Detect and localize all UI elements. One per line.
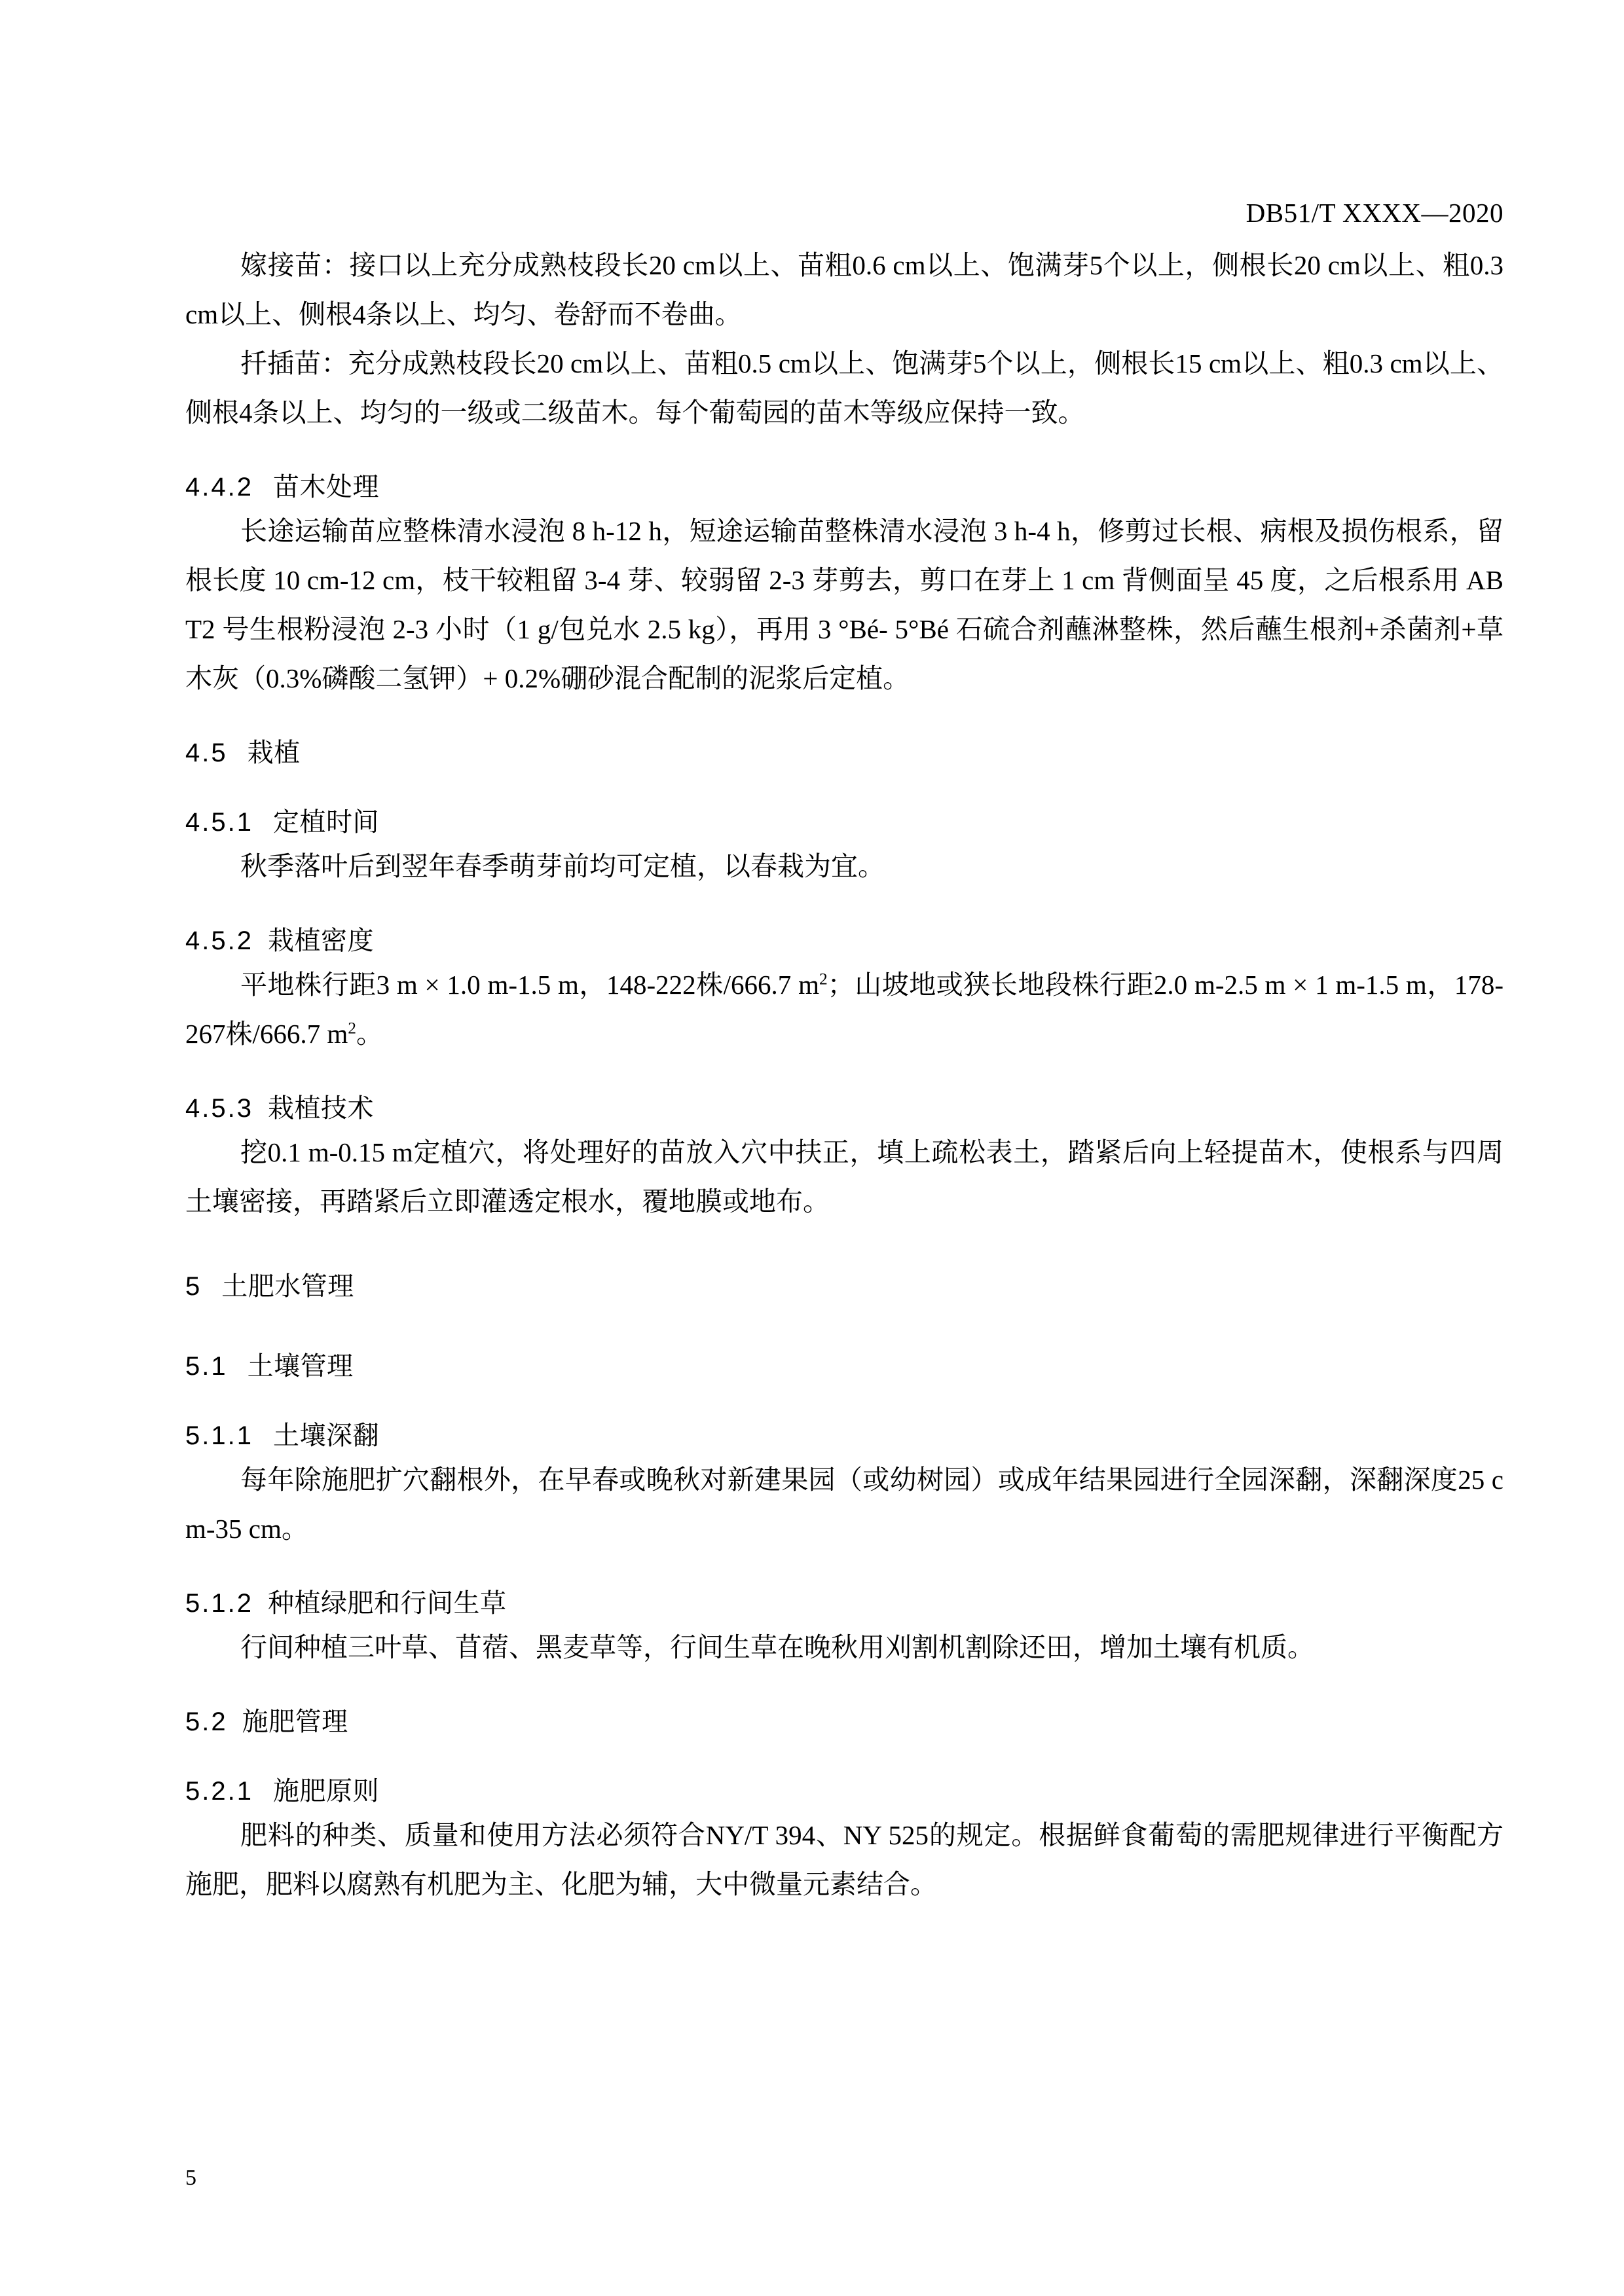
heading-4-5-3 [185, 1089, 1504, 1128]
paragraph-4-5-2-part1: 平地株行距3 m × 1.0 m-1.5 m，148-222株/666.7 m [240, 970, 819, 1000]
paragraph-cutting-seedling: 扦插苗：充分成熟枝段长20 cm以上、苗粗0.5 cm以上、饱满芽5个以上，侧根长15 cm以上、粗0.3 cm以上、侧根4条以上、均匀的一级或二级苗木。每个葡萄园的苗木等级应保持一致。 [185, 348, 1504, 428]
heading-4-5-3-title: 栽植技术 [267, 1094, 374, 1123]
paragraph-4-5-2-superscript-2: 2 [348, 1019, 356, 1038]
paragraph-4-4-2-body: 长途运输苗应整株清水浸泡 8 h-12 h，短途运输苗整株清水浸泡 3 h-4 h，修剪过长根、病根及损伤根系，留根长度 10 cm-12 cm，枝干较粗留 3-4 芽、较弱留 2-3 芽剪去，剪口在芽上 1 cm 背侧面呈 45 度，之后根系用 ABT2 号生根粉浸泡 2-3 小时（1 g/包兑水 2.5 kg），再用 3 °Bé- 5°Bé 石硫合剂蘸淋整株，然后蘸生根剂+杀菌剂+草木灰（0.3%磷酸二氢钾）+ 0.2%硼砂混合配制的泥浆后定植。 [185, 516, 1504, 693]
heading-4-5-1-title: 定植时间 [272, 808, 379, 837]
paragraph-4-5-2-part3: 。 [356, 1019, 383, 1049]
paragraph-grafted-seedling: 嫁接苗：接口以上充分成熟枝段长20 cm以上、苗粗0.6 cm以上、饱满芽5个以上，侧根长20 cm以上、粗0.3 cm以上、侧根4条以上、均匀、卷舒而不卷曲。 [185, 250, 1504, 329]
document-body [185, 241, 1504, 1909]
heading-4-5-2-title: 栽植密度 [267, 926, 374, 955]
heading-5-2-1-number: 5.2.1 [185, 1777, 253, 1806]
heading-4-4-2 [185, 467, 1504, 507]
heading-4-4-2-title: 苗木处理 [272, 473, 379, 501]
heading-5-1-2-title: 种植绿肥和行间生草 [267, 1589, 507, 1618]
paragraph-4-5-2-part2: ；山坡地或狭长地段株行距2.0 m-2.5 m × 1 m-1.5 m，178-267株/666.7 m [185, 970, 1504, 1049]
paragraph-4-5-2-body [185, 960, 1504, 1059]
paragraph-4-5-2-superscript-1: 2 [819, 970, 828, 989]
heading-4-5-1-number: 4.5.1 [185, 808, 253, 837]
heading-4-5-title: 栽植 [247, 738, 301, 767]
heading-5-2 [185, 1702, 1504, 1741]
paragraph-4-5-1-body: 秋季落叶后到翌年春季萌芽前均可定植，以春栽为宜。 [240, 851, 885, 881]
heading-5-1-1-title: 土壤深翻 [272, 1421, 379, 1450]
heading-4-5-2-number: 4.5.2 [185, 926, 253, 955]
page-content-column [185, 0, 1504, 1909]
heading-4-5-3-number: 4.5.3 [185, 1094, 253, 1123]
heading-4-5-2 [185, 921, 1504, 960]
paragraph-5-2-1-body: 肥料的种类、质量和使用方法必须符合NY/T 394、NY 525的规定。根据鲜食葡萄的需肥规律进行平衡配方施肥，肥料以腐熟有机肥为主、化肥为辅，大中微量元素结合。 [185, 1820, 1504, 1899]
heading-5-2-1-title: 施肥原则 [272, 1777, 379, 1806]
page-header-standard-number: DB51/T XXXX—2020 [1246, 198, 1504, 228]
heading-5 [185, 1267, 1504, 1306]
heading-4-5-number: 4.5 [185, 738, 228, 767]
heading-5-number: 5 [185, 1272, 202, 1301]
heading-5-1-1-number: 5.1.1 [185, 1421, 253, 1450]
heading-5-2-title: 施肥管理 [242, 1707, 348, 1736]
heading-4-4-2-number: 4.4.2 [185, 473, 253, 501]
paragraph-5-1-1-body: 每年除施肥扩穴翻根外，在早春或晚秋对新建果园（或幼树园）或成年结果园进行全园深翻，深翻深度25 cm-35 cm。 [185, 1465, 1504, 1544]
heading-5-1 [185, 1347, 1504, 1386]
heading-5-2-1 [185, 1772, 1504, 1811]
heading-5-1-1 [185, 1416, 1504, 1455]
heading-5-2-number: 5.2 [185, 1707, 228, 1736]
heading-5-1-2 [185, 1584, 1504, 1623]
heading-4-5 [185, 733, 1504, 773]
heading-5-1-number: 5.1 [185, 1352, 228, 1381]
heading-5-title: 土肥水管理 [221, 1272, 354, 1301]
paragraph-5-1-2-body: 行间种植三叶草、苜蓿、黑麦草等，行间生草在晚秋用刈割机割除还田，增加土壤有机质。 [240, 1632, 1314, 1662]
paragraph-4-5-3-body: 挖0.1 m-0.15 m定植穴，将处理好的苗放入穴中扶正，填上疏松表土，踏紧后向上轻提苗木，使根系与四周土壤密接，再踏紧后立即灌透定根水，覆地膜或地布。 [185, 1137, 1504, 1216]
page-number: 5 [185, 2166, 196, 2190]
heading-4-5-1 [185, 803, 1504, 842]
heading-5-1-2-number: 5.1.2 [185, 1589, 253, 1618]
heading-5-1-title: 土壤管理 [247, 1352, 354, 1381]
